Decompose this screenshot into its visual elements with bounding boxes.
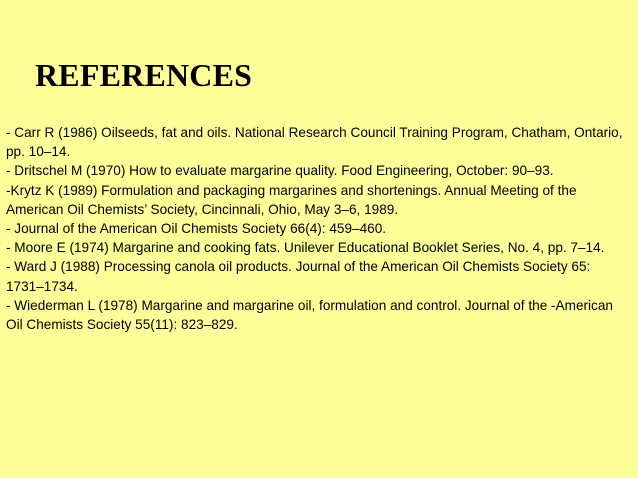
references-list [6, 123, 626, 334]
slide-title: REFERENCES [35, 57, 253, 93]
reference-item: - Ward J (1988) Processing canola oil products. Journal of the American Oil Chemists Society 65: 1731–1734. [6, 259, 591, 294]
reference-item: - Wiederman L (1978) Margarine and margarine oil, formulation and control. Journal of the -American Oil Chemists Society 55(11): 823–829. [6, 297, 613, 333]
reference-item: - Carr R (1986) Oilseeds, fat and oils. National Research Council Training Program, Chatham, Ontario, pp. 10–14. [6, 125, 623, 160]
reference-item: - Journal of the American Oil Chemists Society 66(4): 459–460. [6, 221, 387, 237]
reference-item: - Dritschel M (1970) How to evaluate margarine quality. Food Engineering, October: 90–93. [6, 163, 554, 179]
reference-item: -Krytz K (1989) Formulation and packaging margarines and shortenings. Annual Meeting of the American Oil Chemists’ Society, Cincinnali, Ohio, May 3–6, 1989. [6, 182, 577, 217]
reference-item: - Moore E (1974) Margarine and cooking fats. Unilever Educational Booklet Series, No. 4, pp. 7–14. [6, 240, 605, 256]
